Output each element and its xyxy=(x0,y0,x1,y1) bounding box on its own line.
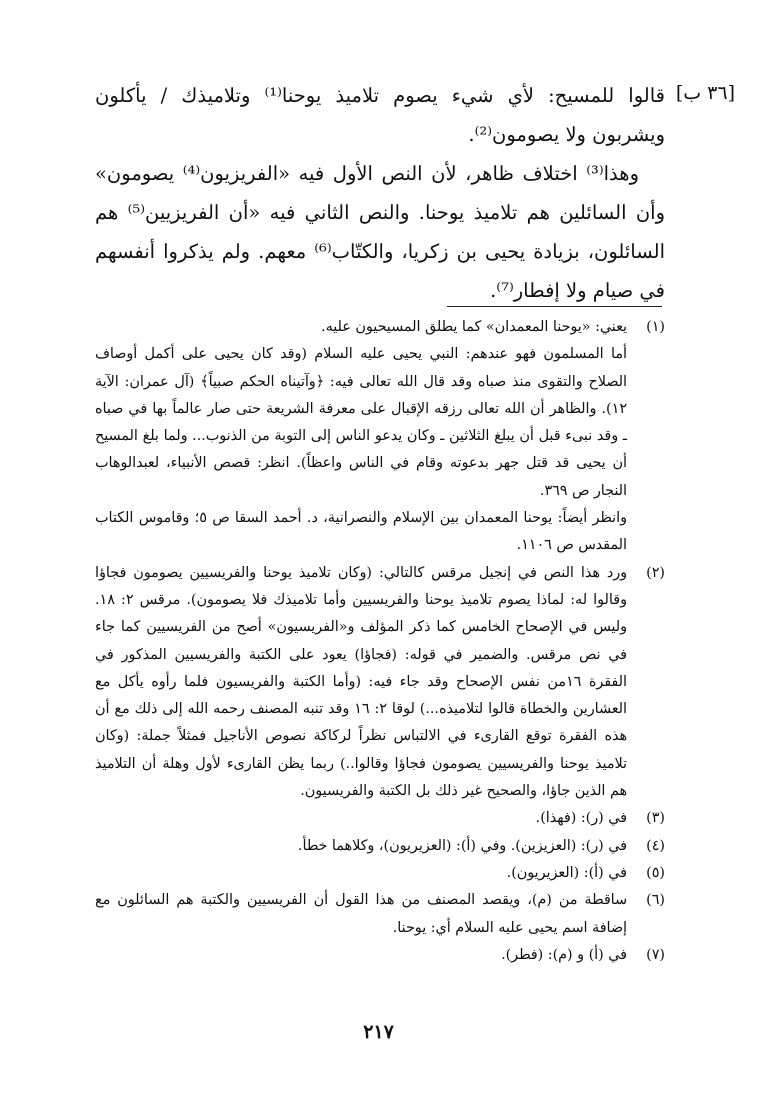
footnote xyxy=(95,805,665,832)
footnote-number: (٥) xyxy=(646,864,665,881)
manuscript-folio-marker: [٣٦ ب] xyxy=(675,82,735,104)
footnote-paragraph: في (ر): (فهذا). xyxy=(535,810,627,827)
footnote xyxy=(95,833,665,860)
footnote-separator xyxy=(447,306,662,307)
footnote xyxy=(95,314,665,560)
footnote-number: (١) xyxy=(646,319,665,335)
footnote-paragraph: يعني: «يوحنا المعمدان» كما يطلق المسيحيون عليه. xyxy=(321,319,627,335)
footnote-paragraph: في (أ) و (م): (فطر). xyxy=(501,946,627,963)
main-paragraph: قالوا للمسيح: لأي شيء يصوم تلاميذ يوحنا⁽¹⁾ وتلاميذك / يأكلون ويشربون ولا يصومون⁽²⁾. xyxy=(95,84,665,146)
footnote xyxy=(95,860,665,887)
footnote xyxy=(95,942,665,969)
footnote-body xyxy=(95,560,627,806)
footnote-body xyxy=(95,942,627,969)
footnotes xyxy=(95,314,665,969)
footnote-number: (٢) xyxy=(646,564,665,581)
footnote-number: (٤) xyxy=(646,837,665,854)
footnote-paragraph: وانظر أيضاً: يوحنا المعمدان بين الإسلام والنصرانية، د. أحمد السقا ص ٥؛ وقاموس الكتاب المقدس ص ١١٠٦. xyxy=(95,510,628,554)
footnote-body xyxy=(95,860,627,887)
footnote xyxy=(95,887,665,942)
page-number: ٢١٧ xyxy=(363,1021,394,1043)
footnote-number: (٦) xyxy=(646,892,665,909)
main-text xyxy=(95,76,665,310)
footnote-paragraph: ساقطة من (م)، ويقصد المصنف من هذا القول أن الفريسيين والكتبة هم السائلون مع إضافة اسم يحيى عليه السلام أي: يوحنا. xyxy=(95,892,627,936)
footnote-paragraph: في (أ): (العزيريون). xyxy=(506,864,627,881)
footnote-body xyxy=(95,887,627,942)
footnote-body xyxy=(95,833,627,860)
footnote-number: (٣) xyxy=(646,810,665,827)
main-paragraph: وهذا⁽³⁾ اختلاف ظاهر، لأن النص الأول فيه «الفريزيون⁽⁴⁾ يصومون» وأن السائلين هم تلاميذ يوحنا. والنص الثاني فيه «أن الفريزيين⁽⁵⁾ هم السائلون، بزيادة يحيى بن زكريا، والكتّاب⁽⁶⁾ معهم. ولم يذكروا أنفسهم في صيام ولا إفطار⁽⁷⁾. xyxy=(95,162,666,302)
footnote-number: (٧) xyxy=(646,946,665,963)
footnote xyxy=(95,560,665,806)
footnote-paragraph: في (ر): (العزيزين). وفي (أ): (العزيريون)، وكلاهما خطأ. xyxy=(297,837,627,854)
footnote-body xyxy=(95,314,627,560)
footnote-paragraph: أما المسلمون فهو عندهم: النبي يحيى عليه السلام (وقد كان يحيى على أكمل أوصاف الصلاح والتقوى منذ صباه وقد قال الله تعالى فيه: ﴿وآتيناه الحكم صبياً﴾ (آل عمران: الآية ١٢). والظاهر أن الله تعالى رزقه الإقبال على معرفة الشريعة حتى صار عالماً بها في صباه ـ وقد نبىء قبل أن يبلغ الثلاثين ـ وكان يدعو الناس إلى التوبة من الذنوب... ولما بلغ المسيح أن يحيى قد قتل جهر بدعوته وقام في الناس واعظاً). انظر: قصص الأنبياء، لعبدالوهاب النجار ص ٣٦٩. xyxy=(95,346,627,499)
footnote-body xyxy=(95,805,627,832)
footnote-paragraph: ورد هذا النص في إنجيل مرقس كالتالي: (وكان تلاميذ يوحنا والفريسيين يصومون فجاؤا وقالوا له: لماذا يصوم تلاميذ يوحنا والفريسيين وأما تلاميذك فلا يصومون). مرقس ٢: ١٨. وليس في الإصحاح الخامس كما ذكر المؤلف و«الفريسيون» أصح من الفريسيين كما جاء في نص مرقس. والضمير في قوله: (فجاؤا) يعود على الكتبة والفريسيين المذكور في الفقرة ١٦من نفس الإصحاح وقد جاء فيه: (وأما الكتبة والفريسيون فلما رأوه يأكل مع العشارين والخطاة قالوا لتلاميذه...) لوقا ٢: ١٦ وقد تنبه المصنف رحمه الله إلى ذلك مع أن هذه الفقرة توقع القارىء في الالتباس نظراً لركاكة نصوص الأناجيل فمثلاً جملة: (وكان تلاميذ يوحنا والفريسيين يصومون فجاؤا وقالوا..) ربما يظن القارىء لأول وهلة أن التلاميذ هم الذين جاؤا، والصحيح غير ذلك بل الكتبة والفريسيون. xyxy=(95,564,627,800)
